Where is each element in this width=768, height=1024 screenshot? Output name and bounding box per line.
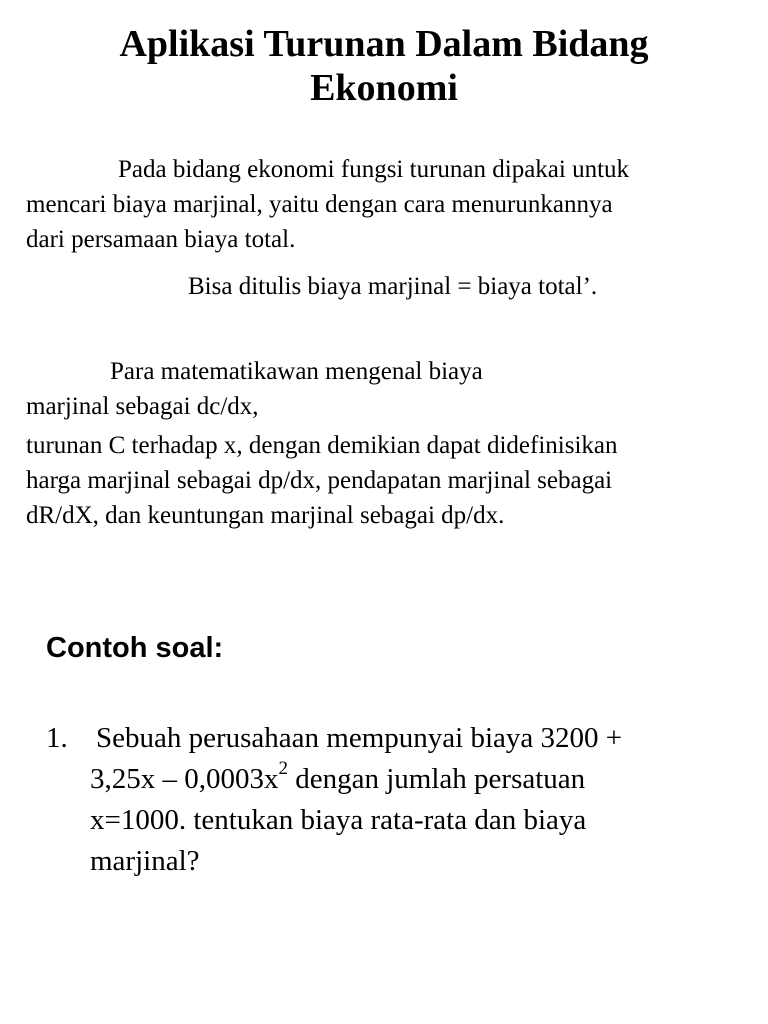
definition-line-5: dR/dX, dan keuntungan marjinal sebagai dp/dx. [26, 502, 505, 529]
page-title [0, 22, 768, 110]
item-line-2 [90, 759, 622, 800]
definition-line-3: turunan C terhadap x, dengan demikian dapat didefinisikan [26, 432, 618, 459]
item-number: 1. [46, 722, 68, 754]
definition-line-2: marjinal sebagai dc/dx, [26, 393, 259, 420]
example-heading: Contoh soal: [46, 632, 224, 664]
title-line-1: Aplikasi Turunan Dalam Bidang [119, 23, 649, 65]
definition-paragraph [26, 354, 746, 533]
item-line-2-start: 3,25x – 0,0003x [90, 763, 279, 795]
intro-line-3: dari persamaan biaya total. [26, 226, 296, 253]
definition-line-1: Para matematikawan mengenal biaya [110, 358, 483, 385]
item-line-4: marjinal? [90, 845, 200, 877]
exponent: 2 [278, 758, 288, 780]
item-line-2-end: dengan jumlah persatuan [288, 763, 586, 795]
item-line-1: Sebuah perusahaan mempunyai biaya 3200 + [96, 722, 623, 754]
intro-line-2: mencari biaya marjinal, yaitu dengan cara menurunkannya [26, 191, 613, 218]
formula-line: Bisa ditulis biaya marjinal = biaya total’. [188, 273, 598, 300]
definition-line-4: harga marjinal sebagai dp/dx, pendapatan marjinal sebagai [26, 467, 613, 494]
intro-paragraph [26, 152, 746, 257]
intro-line-1: Pada bidang ekonomi fungsi turunan dipakai untuk [118, 156, 630, 183]
title-line-2: Ekonomi [310, 67, 458, 109]
item-text [90, 718, 622, 882]
item-line-3: x=1000. tentukan biaya rata-rata dan biaya [90, 804, 587, 836]
